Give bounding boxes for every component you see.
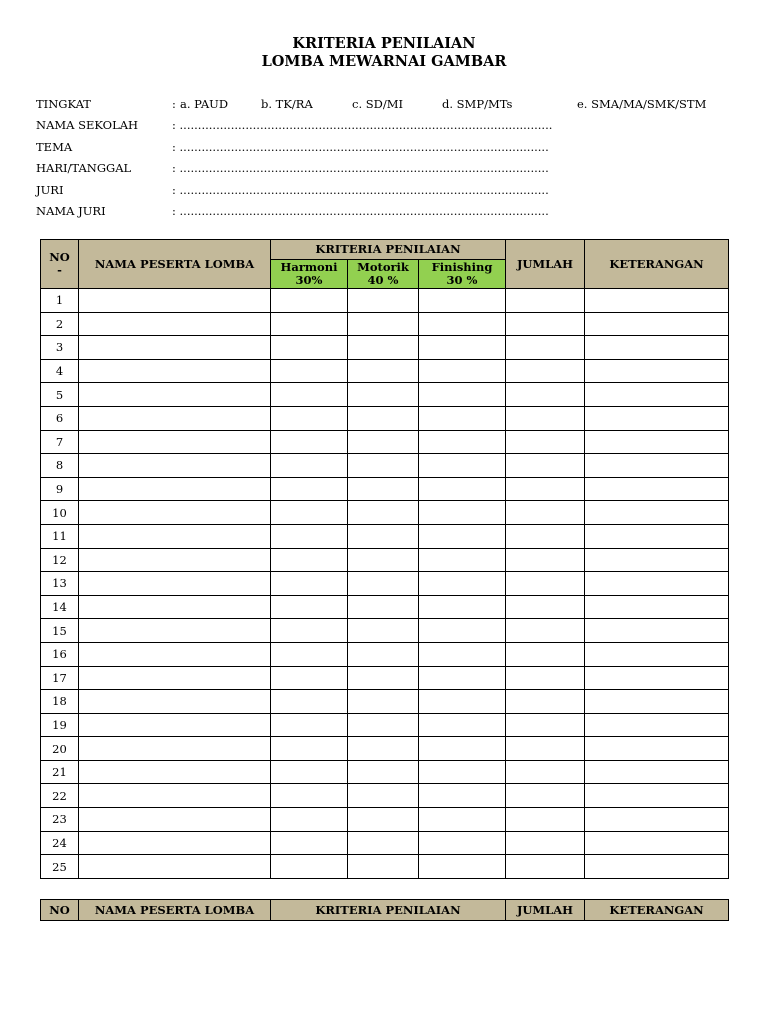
- finishing-cell[interactable]: [419, 572, 506, 596]
- row-number: 14: [41, 595, 79, 619]
- nama-cell[interactable]: [79, 359, 271, 383]
- jumlah-cell[interactable]: [506, 501, 585, 525]
- finishing-cell[interactable]: [419, 642, 506, 666]
- motorik-cell[interactable]: [348, 760, 419, 784]
- page-title: [0, 35, 768, 71]
- finishing-cell[interactable]: [419, 477, 506, 501]
- jumlah-cell[interactable]: [506, 406, 585, 430]
- motorik-cell[interactable]: [348, 477, 419, 501]
- finishing-cell[interactable]: [419, 784, 506, 808]
- harmoni-cell[interactable]: [271, 501, 348, 525]
- row-number: 8: [41, 454, 79, 478]
- keterangan-cell[interactable]: [585, 831, 729, 855]
- jumlah-cell[interactable]: [506, 383, 585, 407]
- nama-sekolah-label: NAMA SEKOLAH: [36, 118, 139, 133]
- jumlah-cell[interactable]: [506, 831, 585, 855]
- finishing-percent: 30 %: [446, 273, 478, 287]
- jumlah-cell[interactable]: [506, 336, 585, 360]
- keterangan-cell[interactable]: [585, 312, 729, 336]
- harmoni-cell[interactable]: [271, 548, 348, 572]
- row-number: 12: [41, 548, 79, 572]
- hari-tanggal-label: HARI/TANGGAL: [36, 161, 132, 176]
- nama-cell[interactable]: [79, 430, 271, 454]
- row-number: 18: [41, 690, 79, 714]
- finishing-cell[interactable]: [419, 831, 506, 855]
- table-body: [41, 289, 729, 879]
- jumlah-cell[interactable]: [506, 477, 585, 501]
- row-number: 7: [41, 430, 79, 454]
- harmoni-cell[interactable]: [271, 642, 348, 666]
- harmoni-cell[interactable]: [271, 855, 348, 879]
- motorik-cell[interactable]: [348, 666, 419, 690]
- table-row: [41, 359, 729, 383]
- nama-cell[interactable]: [79, 595, 271, 619]
- keterangan-cell[interactable]: [585, 666, 729, 690]
- table-row: [41, 619, 729, 643]
- harmoni-cell[interactable]: [271, 454, 348, 478]
- finishing-cell[interactable]: [419, 524, 506, 548]
- table-row: [41, 548, 729, 572]
- harmoni-cell[interactable]: [271, 312, 348, 336]
- footer-header-keterangan: KETERANGAN: [585, 900, 729, 921]
- keterangan-cell[interactable]: [585, 784, 729, 808]
- keterangan-cell[interactable]: [585, 359, 729, 383]
- table-row: [41, 808, 729, 832]
- harmoni-cell[interactable]: [271, 713, 348, 737]
- keterangan-cell[interactable]: [585, 430, 729, 454]
- nama-cell[interactable]: [79, 548, 271, 572]
- tingkat-option-paud: a. PAUD: [180, 97, 229, 111]
- table-row: [41, 477, 729, 501]
- finishing-cell[interactable]: [419, 808, 506, 832]
- motorik-cell[interactable]: [348, 690, 419, 714]
- motorik-cell[interactable]: [348, 619, 419, 643]
- tingkat-option-sd: c. SD/MI: [352, 97, 404, 111]
- jumlah-cell[interactable]: [506, 454, 585, 478]
- row-number: 11: [41, 524, 79, 548]
- nama-sekolah-field: : ......................................................................................................: [172, 118, 553, 133]
- motorik-cell[interactable]: [348, 548, 419, 572]
- scoring-table: [40, 239, 729, 879]
- finishing-cell[interactable]: [419, 289, 506, 313]
- header-finishing: [419, 260, 506, 289]
- jumlah-cell[interactable]: [506, 619, 585, 643]
- finishing-cell[interactable]: [419, 737, 506, 761]
- finishing-cell[interactable]: [419, 548, 506, 572]
- nama-cell[interactable]: [79, 406, 271, 430]
- keterangan-cell[interactable]: [585, 524, 729, 548]
- nama-cell[interactable]: [79, 642, 271, 666]
- table-row: [41, 312, 729, 336]
- jumlah-cell[interactable]: [506, 289, 585, 313]
- keterangan-cell[interactable]: [585, 737, 729, 761]
- motorik-cell[interactable]: [348, 784, 419, 808]
- keterangan-cell[interactable]: [585, 595, 729, 619]
- tingkat-label: TINGKAT: [36, 97, 91, 111]
- harmoni-cell[interactable]: [271, 572, 348, 596]
- table-row: [41, 501, 729, 525]
- finishing-cell[interactable]: [419, 383, 506, 407]
- jumlah-cell[interactable]: [506, 572, 585, 596]
- tema-field: : .....................................................................................................: [172, 139, 549, 154]
- header-no-label: NO: [49, 250, 70, 264]
- motorik-percent: 40 %: [367, 273, 399, 287]
- finishing-cell[interactable]: [419, 855, 506, 879]
- table-row: [41, 430, 729, 454]
- header-keterangan: KETERANGAN: [585, 240, 729, 289]
- nama-cell[interactable]: [79, 690, 271, 714]
- header-no-sub: -: [57, 263, 62, 277]
- footer-header-kriteria: KRITERIA PENILAIAN: [271, 900, 506, 921]
- jumlah-cell[interactable]: [506, 690, 585, 714]
- header-harmoni: [271, 260, 348, 289]
- row-number: 5: [41, 383, 79, 407]
- motorik-cell[interactable]: [348, 406, 419, 430]
- motorik-cell[interactable]: [348, 595, 419, 619]
- nama-cell[interactable]: [79, 760, 271, 784]
- jumlah-cell[interactable]: [506, 855, 585, 879]
- row-number: 20: [41, 737, 79, 761]
- tingkat-option-tk: b. TK/RA: [261, 97, 313, 111]
- table-row: [41, 454, 729, 478]
- table-row: [41, 737, 729, 761]
- row-number: 3: [41, 336, 79, 360]
- nama-cell[interactable]: [79, 383, 271, 407]
- row-number: 2: [41, 312, 79, 336]
- hari-tanggal-field: : .....................................................................................................: [172, 161, 549, 176]
- keterangan-cell[interactable]: [585, 572, 729, 596]
- harmoni-cell[interactable]: [271, 690, 348, 714]
- motorik-cell[interactable]: [348, 572, 419, 596]
- footer-header-nama: NAMA PESERTA LOMBA: [79, 900, 271, 921]
- harmoni-cell[interactable]: [271, 430, 348, 454]
- finishing-cell[interactable]: [419, 406, 506, 430]
- motorik-cell[interactable]: [348, 524, 419, 548]
- finishing-cell[interactable]: [419, 595, 506, 619]
- nama-cell[interactable]: [79, 477, 271, 501]
- table-row: [41, 666, 729, 690]
- harmoni-cell[interactable]: [271, 359, 348, 383]
- jumlah-cell[interactable]: [506, 784, 585, 808]
- motorik-cell[interactable]: [348, 808, 419, 832]
- nama-cell[interactable]: [79, 619, 271, 643]
- motorik-cell[interactable]: [348, 713, 419, 737]
- harmoni-cell[interactable]: [271, 383, 348, 407]
- harmoni-cell[interactable]: [271, 784, 348, 808]
- table-row: [41, 336, 729, 360]
- finishing-cell[interactable]: [419, 454, 506, 478]
- harmoni-cell[interactable]: [271, 524, 348, 548]
- nama-cell[interactable]: [79, 666, 271, 690]
- harmoni-cell[interactable]: [271, 666, 348, 690]
- nama-cell[interactable]: [79, 831, 271, 855]
- nama-cell[interactable]: [79, 312, 271, 336]
- harmoni-cell[interactable]: [271, 289, 348, 313]
- row-number: 10: [41, 501, 79, 525]
- keterangan-cell[interactable]: [585, 808, 729, 832]
- jumlah-cell[interactable]: [506, 312, 585, 336]
- motorik-cell[interactable]: [348, 336, 419, 360]
- row-number: 25: [41, 855, 79, 879]
- header-motorik: [348, 260, 419, 289]
- keterangan-cell[interactable]: [585, 713, 729, 737]
- row-number: 19: [41, 713, 79, 737]
- harmoni-cell[interactable]: [271, 336, 348, 360]
- table-row: [41, 289, 729, 313]
- tingkat-option-smp: d. SMP/MTs: [442, 97, 513, 111]
- keterangan-cell[interactable]: [585, 289, 729, 313]
- keterangan-cell[interactable]: [585, 477, 729, 501]
- motorik-cell[interactable]: [348, 501, 419, 525]
- row-number: 6: [41, 406, 79, 430]
- finishing-cell[interactable]: [419, 713, 506, 737]
- nama-juri-field: : .....................................................................................................: [172, 203, 549, 218]
- nama-juri-label: NAMA JURI: [36, 203, 106, 218]
- motorik-cell[interactable]: [348, 454, 419, 478]
- row-number: 22: [41, 784, 79, 808]
- footer-header-jumlah: JUMLAH: [506, 900, 585, 921]
- table-row: [41, 784, 729, 808]
- nama-cell[interactable]: [79, 784, 271, 808]
- finishing-cell[interactable]: [419, 336, 506, 360]
- harmoni-percent: 30%: [295, 273, 323, 287]
- juri-field: : .....................................................................................................: [172, 182, 549, 197]
- keterangan-cell[interactable]: [585, 454, 729, 478]
- juri-label: JURI: [36, 182, 64, 197]
- jumlah-cell[interactable]: [506, 760, 585, 784]
- jumlah-cell[interactable]: [506, 595, 585, 619]
- nama-cell[interactable]: [79, 713, 271, 737]
- tingkat-colon: :: [172, 97, 176, 111]
- finishing-cell[interactable]: [419, 359, 506, 383]
- table-row: [41, 831, 729, 855]
- row-number: 24: [41, 831, 79, 855]
- keterangan-cell[interactable]: [585, 642, 729, 666]
- row-number: 1: [41, 289, 79, 313]
- jumlah-cell[interactable]: [506, 359, 585, 383]
- row-number: 21: [41, 760, 79, 784]
- harmoni-cell[interactable]: [271, 737, 348, 761]
- jumlah-cell[interactable]: [506, 808, 585, 832]
- table-row: [41, 642, 729, 666]
- finishing-cell[interactable]: [419, 312, 506, 336]
- motorik-cell[interactable]: [348, 359, 419, 383]
- nama-cell[interactable]: [79, 336, 271, 360]
- row-number: 17: [41, 666, 79, 690]
- nama-cell[interactable]: [79, 737, 271, 761]
- jumlah-cell[interactable]: [506, 666, 585, 690]
- header-jumlah-nilai: [506, 240, 585, 289]
- nama-cell[interactable]: [79, 572, 271, 596]
- title-line-2: LOMBA MEWARNAI GAMBAR: [261, 53, 507, 70]
- nama-cell[interactable]: [79, 454, 271, 478]
- finishing-cell[interactable]: [419, 690, 506, 714]
- jumlah-cell[interactable]: [506, 737, 585, 761]
- finishing-cell[interactable]: [419, 501, 506, 525]
- keterangan-cell[interactable]: [585, 855, 729, 879]
- keterangan-cell[interactable]: [585, 760, 729, 784]
- jumlah-cell[interactable]: [506, 430, 585, 454]
- header-no: [41, 240, 79, 289]
- footer-header-no: NO: [41, 900, 79, 921]
- row-number: 16: [41, 642, 79, 666]
- nama-cell[interactable]: [79, 289, 271, 313]
- harmoni-cell[interactable]: [271, 619, 348, 643]
- row-number: 9: [41, 477, 79, 501]
- nama-cell[interactable]: [79, 524, 271, 548]
- finishing-label: Finishing: [431, 260, 493, 274]
- keterangan-cell[interactable]: [585, 501, 729, 525]
- finishing-cell[interactable]: [419, 430, 506, 454]
- table-row: [41, 855, 729, 879]
- table-row: [41, 595, 729, 619]
- keterangan-cell[interactable]: [585, 406, 729, 430]
- nama-cell[interactable]: [79, 855, 271, 879]
- motorik-cell[interactable]: [348, 312, 419, 336]
- table-row: [41, 383, 729, 407]
- keterangan-cell[interactable]: [585, 690, 729, 714]
- harmoni-cell[interactable]: [271, 831, 348, 855]
- harmoni-label: Harmoni: [280, 260, 338, 274]
- table-row: [41, 713, 729, 737]
- motorik-cell[interactable]: [348, 383, 419, 407]
- harmoni-cell[interactable]: [271, 477, 348, 501]
- harmoni-cell[interactable]: [271, 760, 348, 784]
- table-row: [41, 572, 729, 596]
- keterangan-cell[interactable]: [585, 383, 729, 407]
- row-number: 15: [41, 619, 79, 643]
- table-row: [41, 690, 729, 714]
- motorik-cell[interactable]: [348, 855, 419, 879]
- jumlah-cell[interactable]: [506, 524, 585, 548]
- harmoni-cell[interactable]: [271, 808, 348, 832]
- header-nama-peserta: NAMA PESERTA LOMBA: [79, 240, 271, 289]
- motorik-cell[interactable]: [348, 737, 419, 761]
- jumlah-cell[interactable]: [506, 642, 585, 666]
- footer-header-table: [40, 899, 729, 921]
- table-row: [41, 760, 729, 784]
- keterangan-cell[interactable]: [585, 336, 729, 360]
- nama-cell[interactable]: [79, 501, 271, 525]
- motorik-cell[interactable]: [348, 642, 419, 666]
- finishing-cell[interactable]: [419, 619, 506, 643]
- header-kriteria: KRITERIA PENILAIAN: [271, 240, 506, 260]
- harmoni-cell[interactable]: [271, 595, 348, 619]
- keterangan-cell[interactable]: [585, 619, 729, 643]
- harmoni-cell[interactable]: [271, 406, 348, 430]
- keterangan-cell[interactable]: [585, 548, 729, 572]
- tingkat-option-sma: e. SMA/MA/SMK/STM: [577, 97, 707, 111]
- row-number: 23: [41, 808, 79, 832]
- finishing-cell[interactable]: [419, 666, 506, 690]
- row-number: 4: [41, 359, 79, 383]
- motorik-cell[interactable]: [348, 831, 419, 855]
- table-row: [41, 406, 729, 430]
- jumlah-cell[interactable]: [506, 548, 585, 572]
- table-row: [41, 524, 729, 548]
- row-number: 13: [41, 572, 79, 596]
- tema-label: TEMA: [36, 139, 73, 154]
- jumlah-cell[interactable]: [506, 713, 585, 737]
- motorik-label: Motorik: [357, 260, 409, 274]
- finishing-cell[interactable]: [419, 760, 506, 784]
- motorik-cell[interactable]: [348, 430, 419, 454]
- header-jumlah-label: JUMLAH: [516, 256, 574, 271]
- motorik-cell[interactable]: [348, 289, 419, 313]
- title-line-1: KRITERIA PENILAIAN: [292, 35, 476, 52]
- nama-cell[interactable]: [79, 808, 271, 832]
